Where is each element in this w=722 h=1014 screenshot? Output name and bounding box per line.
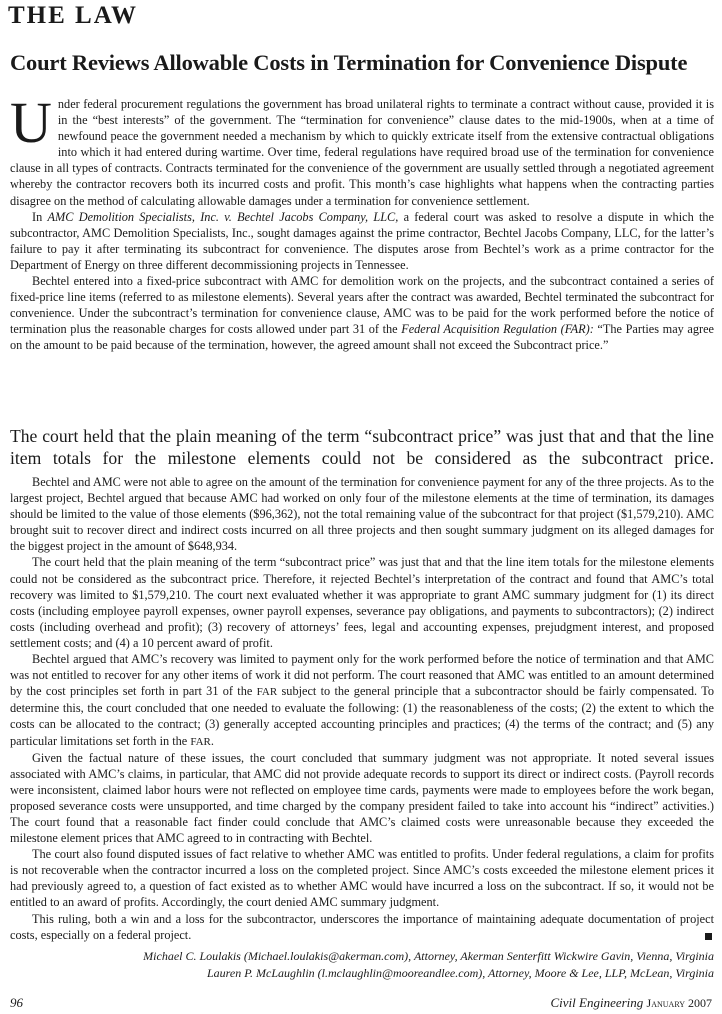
pull-quote: The court held that the plain meaning of the term “subcontract price” was just that and that the line item totals for the milestone elements could not be considered as the subcontract price. [10, 426, 714, 468]
far-title: Federal Acquisition Regulation (FAR): [401, 322, 594, 337]
argument-paragraph: Bechtel argued that AMC’s recovery was limited to payment only for the work performed before the notice of termination and that AMC was not entitled to recover for any other items of work it did not perform. The court reasoned that AMC was entitled to an amount determined by the cost principles set forth in part 31 of the FAR subject to the general principle that a subcontractor should be fairly compensated. To determine this, the court concluded that one needed to evaluate the following: (1) the reasonableness of the costs; (2) the extent to which the costs can be allocated to the contract; (3) generally accepted accounting principles and practices; (4) the terms of the contract; and (5) any particular limitations set forth in the FAR. [10, 652, 714, 748]
article-body-top [10, 90, 714, 354]
author-signature: Lauren P. McLaughlin (l.mclaughlin@mooreandlee.com), Attorney, Moore & Lee, LLP, McLean, Virginia [207, 966, 714, 980]
article-headline: Court Reviews Allowable Costs in Termination for Convenience Dispute [10, 50, 688, 75]
dispute-paragraph: Bechtel and AMC were not able to agree on the amount of the termination for convenience payment for any of the three projects. As to the largest project, Bechtel argued that because AMC had worked on only four of the milestone elements at the time of termination, its damages should be limited to the value of those elements ($96,362), not the total remaining value of the subcontract for that project ($1,579,210). AMC brought suit to recover direct and indirect costs incurred on all three projects and then sought summary judgment on its alleged damages for the biggest project in the amount of $648,934. [10, 475, 714, 554]
drop-cap: U [10, 90, 52, 155]
end-of-article-mark [705, 933, 712, 940]
intro-paragraph: Under federal procurement regulations the government has broad unilateral rights to terminate a contract without cause, provided it is in the “best interests” of the government. The “termination for convenience” clause dates to the mid-1900s, when at a time of newfound peace the government needed a mechanism by which to quickly extricate itself from the extensive contractual obligations into which it had entered during wartime. Over time, federal regulations have required broad use of the termination for convenience clause in all types of contracts. Contracts terminated for the convenience of the government are usually settled through a negotiated agreement whereby the contractor recovers both its incurred costs and profit. This month’s case highlights what happens when the contracting parties disagree on the method of calculating allowable damages under a termination for convenience settlement. [10, 90, 714, 208]
section-title: THE LAW [8, 2, 139, 29]
summary-judgment-paragraph: Given the factual nature of these issues, the court concluded that summary judgment was not appropriate. It noted several issues associated with AMC’s claims, in particular, that AMC did not provide adequate records to support its direct or indirect costs. (Payroll records were inconsistent, claimed labor hours were not reflected on employee time cards, payments were made to employees before the work began, proposed severance costs were unsupported, and time charged by the company president failed to take into account his “indirect” activities.) The court found that a reasonable fact finder could conclude that AMC’s claimed costs were unreasonable because they exceeded the milestone element prices that AMC agreed to in contracting with Bechtel. [10, 750, 714, 846]
holding-paragraph: The court held that the plain meaning of the term “subcontract price” was just that and that the line item totals for the milestone elements could not be considered as the subcontract price. Therefore, it rejected Bechtel’s interpretation of the contract and found that AMC’s total recovery was limited to $1,579,210. The court next evaluated whether it was appropriate to grant AMC summary judgment for (1) its direct costs (including employee payroll expenses, owner payroll expenses, severance pay obligations, and payments to subcontractors); (2) indirect costs (including overhead and profit); (3) recovery of attorneys’ fees, legal and accounting expenses, prejudgment interest, and proposed settlement costs; and (4) a 10 percent award of profit. [10, 555, 714, 650]
footer-publication [551, 995, 713, 1011]
issue-date: January 2007 [646, 996, 712, 1010]
article-body-bottom [10, 474, 714, 943]
case-paragraph: In AMC Demolition Specialists, Inc. v. Bechtel Jacobs Company, LLC, a federal court was asked to resolve a dispute in which the subcontractor, AMC Demolition Specialists, Inc., sought damages against the prime contractor, Bechtel Jacobs Company, LLC, for the latter’s failure to pay it after terminating its subcontract for convenience. The disputes arose from Bechtel’s work as a prime contractor for the Department of Energy on three different decommissioning projects in Tennessee. [10, 209, 714, 272]
case-name: AMC Demolition Specialists, Inc. v. Bechtel Jacobs Company, LLC, [47, 209, 399, 224]
author-signature: Michael C. Loulakis (Michael.loulakis@akerman.com), Attorney, Akerman Senterfitt Wickwire Gavin, Vienna, Virginia [143, 949, 714, 963]
subcontract-paragraph: Bechtel entered into a fixed-price subcontract with AMC for demolition work on the projects, and the subcontract contained a series of fixed-price line items (referred to as milestone elements). Several years after the contract was awarded, Bechtel terminated the subcontract for convenience. Under the subcontract’s termination for convenience clause, AMC was to be paid for the work performed before the notice of termination plus the reasonable charges for costs allowed under part 31 of the Federal Acquisition Regulation (FAR): “The Parties may agree on the amount to be paid because of the termination, however, the agreed amount shall not exceed the Subcontract price.” [10, 274, 714, 353]
magazine-name: Civil Engineering [550, 995, 644, 1010]
conclusion-paragraph: This ruling, both a win and a loss for the subcontractor, underscores the importance of maintaining adequate documentation of project costs, especially on a federal project. [10, 911, 714, 942]
profits-paragraph: The court also found disputed issues of fact relative to whether AMC was entitled to profits. Under federal regulations, a claim for profits is not recoverable when the contractor incurred a loss on the completed project. Since AMC’s costs exceeded the milestone element prices it had previously agreed to, a question of fact existed as to whether AMC would have incurred a loss on the subcontract. If so, it would not be entitled to an award of profits. Accordingly, the court denied AMC summary judgment. [10, 847, 714, 910]
page-number: 96 [10, 995, 23, 1010]
